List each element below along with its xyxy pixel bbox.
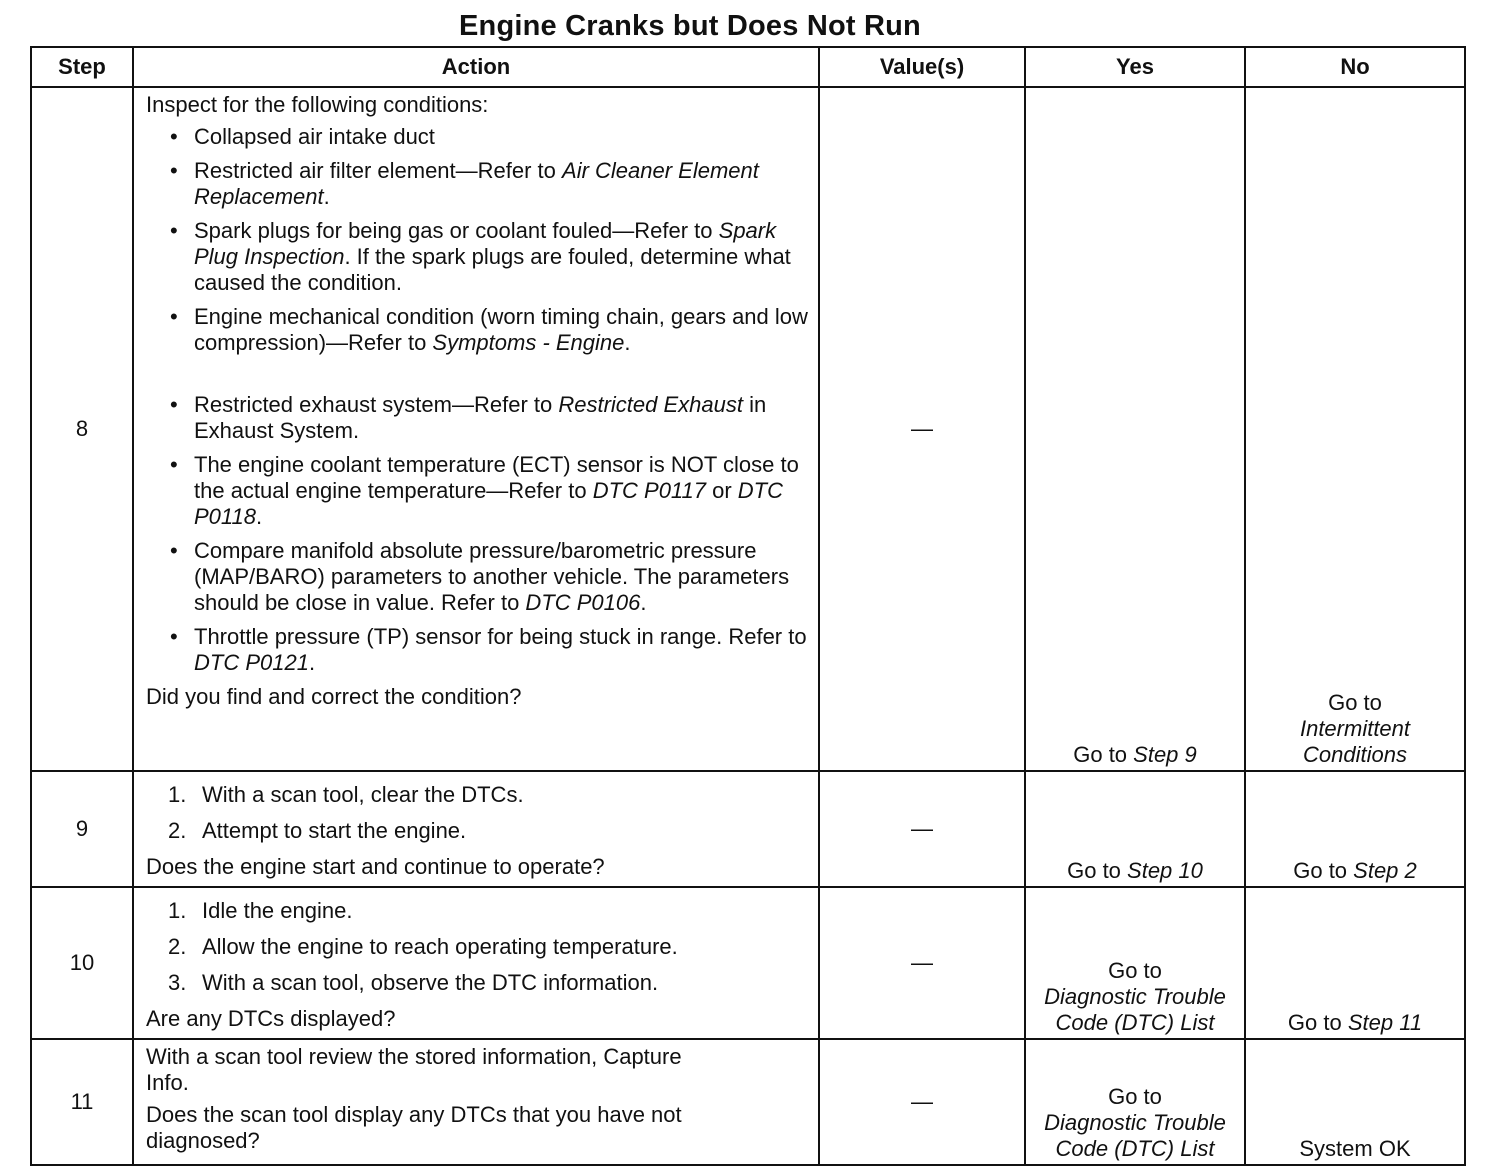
reference-link[interactable]: DTC P0106 [525, 590, 641, 615]
yes-cell[interactable]: Go to Step 9 [1025, 87, 1245, 771]
action-cell [133, 87, 819, 771]
action-intro: Inspect for the following conditions: [146, 92, 489, 117]
header-step: Step [31, 47, 133, 87]
header-row [31, 47, 1465, 87]
header-action: Action [133, 47, 819, 87]
action-cell [133, 1039, 819, 1165]
action-question: Does the engine start and continue to operate? [146, 854, 605, 879]
step-list [146, 782, 810, 844]
value-cell: — [819, 887, 1025, 1039]
reference-link[interactable]: DTC P0117 [592, 478, 706, 503]
reference-link[interactable]: DTC P0121 [194, 650, 309, 675]
no-cell[interactable]: Go to Step 11 [1245, 887, 1465, 1039]
reference-link[interactable]: DTC P0118 [194, 478, 784, 529]
reference-link[interactable]: Restricted Exhaust [558, 392, 743, 417]
list-item: 1. Idle the engine. [168, 898, 353, 923]
list-item: • Spark plugs for being gas or coolant fouled—Refer to Spark Plug Inspection. If the spark plugs are fouled, determine what caused the condition. [146, 218, 810, 296]
reference-link[interactable]: Symptoms - Engine [432, 330, 625, 355]
list-item: • Restricted exhaust system—Refer to Restricted Exhaust in Exhaust System. [146, 392, 810, 444]
list-item: • Throttle pressure (TP) sensor for being stuck in range. Refer to DTC P0121. [146, 624, 810, 676]
table-row [31, 771, 1465, 887]
step-list [146, 898, 810, 996]
value-cell: — [819, 87, 1025, 771]
header-values: Value(s) [819, 47, 1025, 87]
yes-cell[interactable]: Go to Diagnostic Trouble Code (DTC) List [1025, 887, 1245, 1039]
diagnostic-table [30, 46, 1466, 1166]
action-question: Does the scan tool display any DTCs that you have not diagnosed? [146, 1102, 682, 1153]
action-question: Are any DTCs displayed? [146, 1006, 396, 1031]
no-cell[interactable]: Go to Step 2 [1245, 771, 1465, 887]
page-title: Engine Cranks but Does Not Run [459, 10, 921, 42]
yes-cell[interactable]: Go to Step 10 [1025, 771, 1245, 887]
header-yes: Yes [1025, 47, 1245, 87]
header-no: No [1245, 47, 1465, 87]
list-item: • Restricted air filter element—Refer to Air Cleaner Element Replacement. [146, 158, 810, 210]
value-cell: — [819, 1039, 1025, 1165]
step-number: 8 [31, 87, 133, 771]
no-cell[interactable]: System OK [1245, 1039, 1465, 1165]
list-item: • Collapsed air intake duct [146, 124, 810, 150]
list-item: 2. Attempt to start the engine. [168, 818, 467, 843]
list-item: • The engine coolant temperature (ECT) sensor is NOT close to the actual engine temperature—Refer to DTC P0117 or DTC P0118. [146, 452, 810, 530]
list-item: • Engine mechanical condition (worn timing chain, gears and low compression)—Refer to Symptoms - Engine. [146, 304, 810, 356]
table-row [31, 887, 1465, 1039]
step-number: 10 [31, 887, 133, 1039]
condition-list [146, 124, 810, 676]
step-number: 11 [31, 1039, 133, 1165]
value-cell: — [819, 771, 1025, 887]
action-cell [133, 771, 819, 887]
action-intro: With a scan tool review the stored information, Capture Info. [146, 1044, 682, 1095]
yes-cell[interactable]: Go to Diagnostic Trouble Code (DTC) List [1025, 1039, 1245, 1165]
action-cell [133, 887, 819, 1039]
list-item: 2. Allow the engine to reach operating temperature. [168, 934, 678, 959]
reference-link[interactable]: Air Cleaner Element Replacement [194, 158, 759, 209]
table-row [31, 87, 1465, 771]
reference-link[interactable]: Spark Plug Inspection [194, 218, 777, 269]
no-cell[interactable]: Go to Intermittent Conditions [1245, 87, 1465, 771]
list-item: 3. With a scan tool, observe the DTC information. [168, 970, 659, 995]
action-question: Did you find and correct the condition? [146, 684, 522, 709]
step-number: 9 [31, 771, 133, 887]
list-item: 1. With a scan tool, clear the DTCs. [168, 782, 524, 807]
table-row [31, 1039, 1465, 1165]
list-item: • Compare manifold absolute pressure/barometric pressure (MAP/BARO) parameters to another vehicle. The parameters should be close in value. Refer to DTC P0106. [146, 538, 810, 616]
